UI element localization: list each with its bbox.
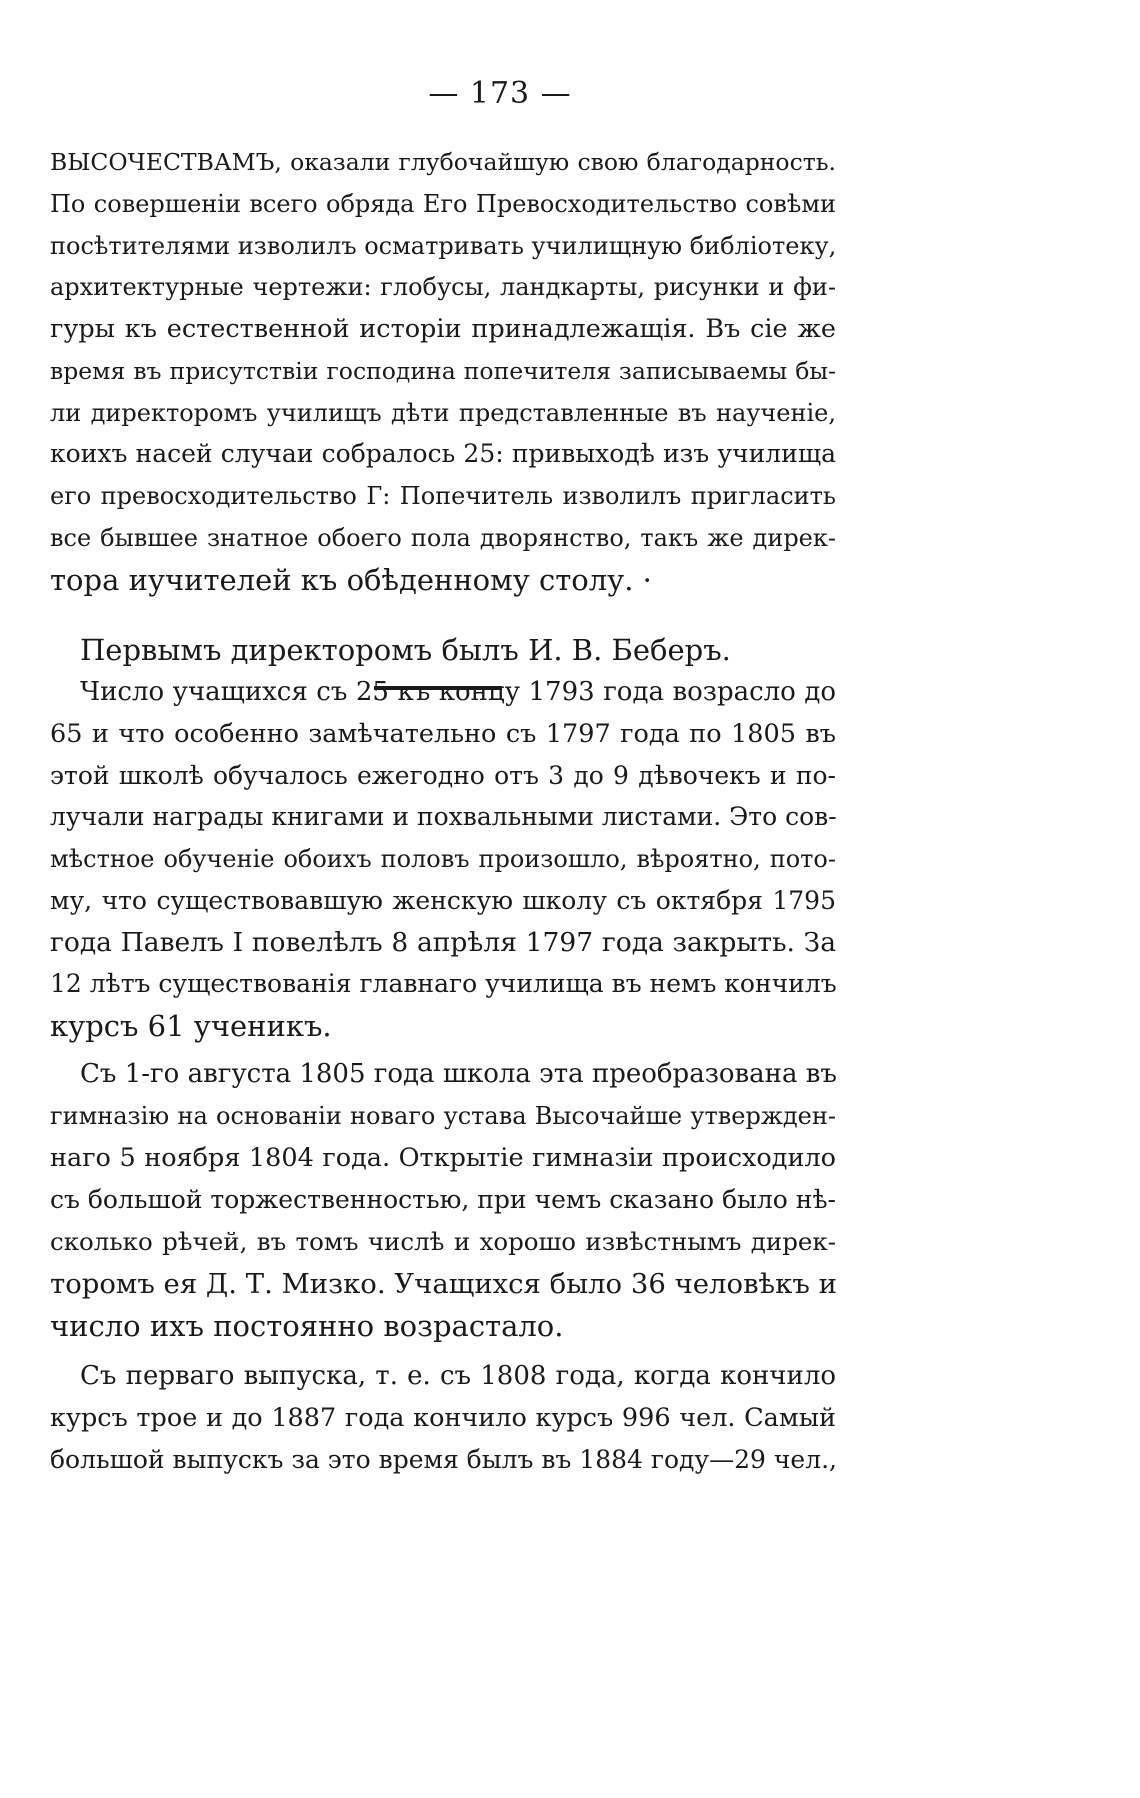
text-line: 12 лѣтъ существованія главнаго училища въ немъ кончилъ xyxy=(50,969,837,998)
text-line: торомъ ея Д. Т. Мизко. Учащихся было 36 человѣкъ и xyxy=(50,1268,837,1300)
text-line: Первымъ директоромъ былъ И. В. Беберъ. xyxy=(80,633,731,667)
text-line: года Павелъ I повелѣлъ 8 апрѣля 1797 года закрыть. За xyxy=(50,927,836,958)
text-line: посѣтителями изволилъ осматривать училищную библіотеку, xyxy=(50,232,837,260)
text-line: гимназію на основаніи новаго устава Высочайше утвержден- xyxy=(50,1102,836,1130)
text-line: Съ 1-го августа 1805 года школа эта преобразована въ xyxy=(80,1059,837,1089)
text-line: Съ перваго выпуска, т. е. съ 1808 года, когда кончило xyxy=(80,1361,836,1391)
text-line: ВЫСОЧЕСТВАМЪ, оказали глубочайшую свою благодарность. xyxy=(50,148,836,176)
text-line: Число учащихся съ 25 къ концу 1793 года возрасло до xyxy=(80,677,836,707)
text-line: тора иучителей къ обѣденному столу. · xyxy=(50,563,652,597)
text-line: число ихъ постоянно возрастало. xyxy=(50,1309,564,1343)
text-line: курсъ 61 ученикъ. xyxy=(50,1009,332,1043)
text-line: мѣстное обученіе обоихъ половъ произошло, вѣроятно, пото- xyxy=(50,845,836,873)
text-line: лучали награды книгами и похвальными листами. Это сов- xyxy=(50,802,837,831)
text-line: этой школѣ обучалось ежегодно отъ 3 до 9 дѣвочекъ и по- xyxy=(50,761,836,790)
text-line: 65 и что особенно замѣчательно съ 1797 года по 1805 въ xyxy=(50,719,836,749)
text-line: время въ присутствіи господина попечителя записываемы бы- xyxy=(50,357,836,385)
text-line: все бывшее знатное обоего пола дворянство, такъ же дирек- xyxy=(50,524,836,552)
text-line: архитектурные чертежи: глобусы, ландкарты, рисунки и фи- xyxy=(50,273,836,301)
page-number: — 173 — xyxy=(428,76,572,111)
text-line: наго 5 ноября 1804 года. Открытіе гимназіи происходило xyxy=(50,1143,836,1173)
text-line: его превосходительство Г: Попечитель изволилъ пригласить xyxy=(50,482,836,510)
text-line: му, что существовавшую женскую школу съ октября 1795 xyxy=(50,886,836,915)
text-line: съ большой торжественностью, при чемъ сказано было нѣ- xyxy=(50,1185,836,1214)
text-line: курсъ трое и до 1887 года кончило курсъ 996 чел. Самый xyxy=(50,1403,836,1433)
text-line: коихъ насей случаи собралось 25: привыходѣ изъ училища xyxy=(50,439,836,468)
text-line: большой выпускъ за это время былъ въ 1884 году—29 чел., xyxy=(50,1445,837,1474)
text-line: гуры къ естественной исторіи принадлежащія. Въ сіе же xyxy=(50,314,836,344)
text-line: сколько рѣчей, въ томъ числѣ и хорошо извѣстнымъ дирек- xyxy=(50,1227,836,1256)
text-line: ли директоромъ училищъ дѣти представленные въ наученіе, xyxy=(50,399,836,427)
text-line: По совершеніи всего обряда Его Превосходительство совѣми xyxy=(50,190,836,218)
